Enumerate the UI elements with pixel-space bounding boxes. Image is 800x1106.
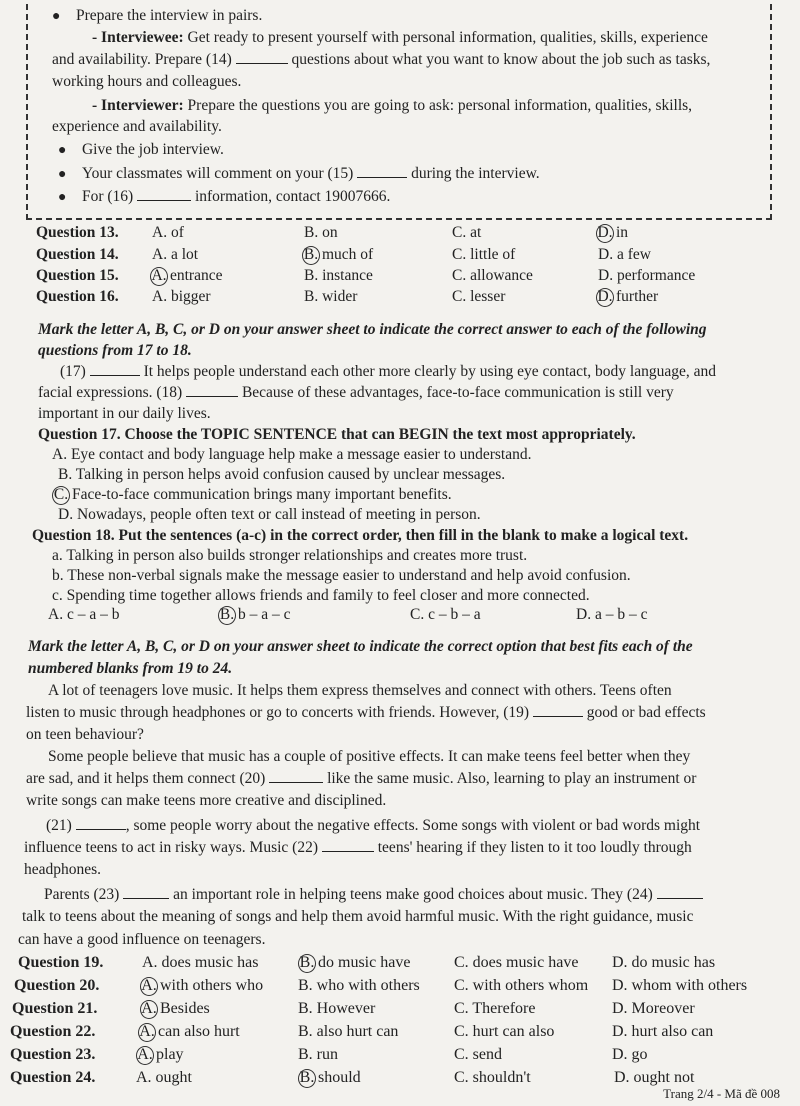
circled-answer: B.	[299, 1069, 315, 1086]
box-bullet-3: ● Your classmates will comment on your (15) during the interview.	[58, 165, 540, 182]
interviewee-line-1: - Interviewee: Get ready to present yourself with personal information, qualities, skills, experience	[92, 29, 708, 46]
box-bullet-1: ● Prepare the interview in pairs.	[52, 7, 263, 24]
interviewer-line-1: - Interviewer: Prepare the questions you are going to ask: personal information, qualities, skills,	[92, 97, 693, 114]
interviewee-line-2: and availability. Prepare (14) questions about what you want to know about the job such as tasks,	[52, 51, 711, 68]
passage-p2-line-1: Some people believe that music has a couple of positive effects. It can make teens feel better when they	[48, 748, 691, 765]
box-bullet-4: ● For (16) information, contact 19007666.	[58, 188, 391, 205]
q18-sentence-a: a. Talking in person also builds stronger relationships and creates more trust.	[52, 547, 528, 564]
instruction-19-24-line-1: Mark the letter A, B, C, or D on your answer sheet to indicate the correct option that best fits each of the	[28, 638, 693, 655]
question-16-row: Question 16. A. bigger B. wider C. lesser D. further	[36, 288, 659, 305]
box-bullet-2: ● Give the job interview.	[58, 141, 224, 158]
question-21-row: Question 21. A. Besides B. However C. Therefore D. Moreover	[12, 1000, 695, 1017]
question-18-title: Question 18. Put the sentences (a-c) in the correct order, then fill in the blank to make a logical text.	[32, 527, 689, 544]
passage-p2-line-2: are sad, and it helps them connect (20) like the same music. Also, learning to play an instrument or	[26, 770, 697, 787]
passage-p3-line-2: influence teens to act in risky ways. Music (22) teens' hearing if they listen to it too loudly through	[24, 839, 692, 856]
passage-p4-line-2: talk to teens about the meaning of songs and help them avoid harmful music. With the right guidance, music	[22, 908, 694, 925]
circled-answer: B.	[219, 606, 235, 623]
passage-p1-line-3: on teen behaviour?	[26, 726, 144, 743]
passage-17-line-2: facial expressions. (18) Because of these advantages, face-to-face communication is still very	[38, 384, 674, 401]
interviewer-line-2: experience and availability.	[52, 118, 222, 135]
interviewee-line-3: working hours and colleagues.	[52, 73, 242, 90]
passage-p1-line-2: listen to music through headphones or go to concerts with friends. However, (19) good or bad effects	[26, 704, 706, 721]
question-20-row: Question 20. A. with others who B. who with others C. with others whom D. whom with others	[14, 977, 748, 994]
passage-p2-line-3: write songs can make teens more creative and disciplined.	[26, 792, 387, 809]
circled-answer: A.	[141, 1000, 157, 1017]
q18-sentence-c: c. Spending time together allows friends and family to feel closer and more connected.	[52, 587, 590, 604]
question-13-row: Question 13. A. of B. on C. at D. in	[36, 224, 629, 241]
circled-answer: D.	[597, 224, 613, 241]
circled-answer: C.	[53, 486, 69, 503]
passage-p4-line-1: Parents (23) an important role in helping teens make good choices about music. They (24)	[44, 885, 703, 905]
q17-option-b: B. Talking in person helps avoid confusion caused by unclear messages.	[58, 466, 506, 483]
passage-17-line-3: important in our daily lives.	[38, 405, 211, 422]
q17-option-a: A. Eye contact and body language help make a message easier to understand.	[52, 446, 532, 463]
passage-p1-line-1: A lot of teenagers love music. It helps them express themselves and connect with others. Teens often	[48, 682, 672, 699]
circled-answer: D.	[597, 288, 613, 305]
instruction-17-18-line-1: Mark the letter A, B, C, or D on your answer sheet to indicate the correct answer to each of the following	[38, 321, 707, 338]
circled-answer: B.	[299, 954, 315, 971]
instruction-17-18-line-2: questions from 17 to 18.	[38, 342, 192, 359]
question-19-row: Question 19. A. does music has B. do music have C. does music have D. do music has	[18, 954, 716, 971]
q17-option-c: C. Face-to-face communication brings many important benefits.	[53, 486, 452, 503]
circled-answer: B.	[303, 246, 319, 263]
circled-answer: A.	[137, 1046, 153, 1063]
question-22-row: Question 22. A. can also hurt B. also hurt can C. hurt can also D. hurt also can	[10, 1023, 714, 1040]
circled-answer: A.	[141, 977, 157, 994]
page-footer: Trang 2/4 - Mã đề 008	[663, 1086, 780, 1101]
question-24-row: Question 24. A. ought B. should C. shouldn't D. ought not	[10, 1069, 695, 1086]
question-14-row: Question 14. A. a lot B. much of C. little of D. a few	[36, 246, 651, 263]
circled-answer: A.	[151, 267, 167, 284]
passage-p3-line-3: headphones.	[24, 861, 102, 878]
question-23-row: Question 23. A. play B. run C. send D. go	[10, 1046, 648, 1063]
passage-17-line-1: (17) It helps people understand each other more clearly by using eye contact, body language, and	[60, 363, 717, 380]
q18-sentence-b: b. These non-verbal signals make the message easier to understand and help avoid confusion.	[52, 567, 631, 584]
question-17-title: Question 17. Choose the TOPIC SENTENCE that can BEGIN the text most appropriately.	[38, 426, 636, 443]
q17-option-d: D. Nowadays, people often text or call instead of meeting in person.	[58, 506, 481, 523]
passage-p3-line-1: (21) , some people worry about the negative effects. Some songs with violent or bad words might	[46, 817, 701, 834]
passage-p4-line-3: can have a good influence on teenagers.	[18, 931, 266, 948]
circled-answer: A.	[139, 1023, 155, 1040]
question-15-row: Question 15. A. entrance B. instance C. allowance D. performance	[36, 267, 696, 284]
instruction-19-24-line-2: numbered blanks from 19 to 24.	[28, 660, 233, 677]
question-18-options: A. c – a – b B. b – a – c C. c – b – a D. a – b – c	[48, 606, 648, 623]
